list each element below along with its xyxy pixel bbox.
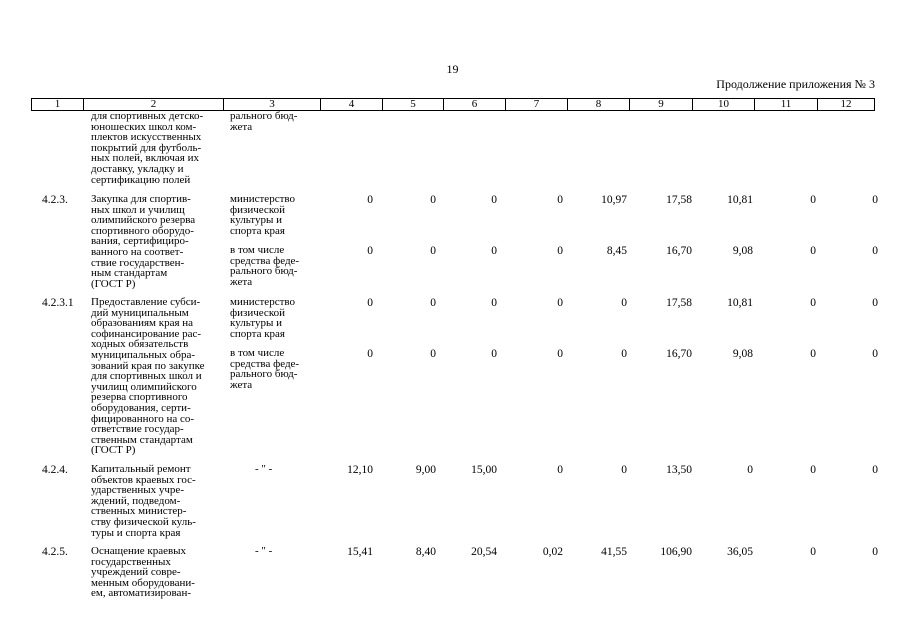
row-code: 4.2.3.1 (42, 297, 74, 309)
column-header-2: 2 (83, 98, 223, 111)
value-col-9: 17,58 (666, 297, 692, 309)
value-col-5: 0 (430, 245, 436, 257)
value-col-6: 0 (491, 194, 497, 206)
value-col-10: 0 (747, 464, 753, 476)
value-col-6: 15,00 (471, 464, 497, 476)
value-col-4: 0 (367, 297, 373, 309)
value-col-8: 10,97 (601, 194, 627, 206)
continuation-note: Продолжение приложения № 3 (716, 77, 875, 91)
row-executor: в том числе средства феде- рального бюд- жета (230, 347, 300, 391)
value-col-11: 0 (810, 464, 816, 476)
value-col-5: 0 (430, 194, 436, 206)
row-executor: министерство физической культуры и спорта края (230, 193, 296, 237)
value-col-12: 0 (872, 297, 878, 309)
value-col-9: 106,90 (660, 546, 692, 558)
value-col-12: 0 (872, 546, 878, 558)
value-col-10: 36,05 (727, 546, 753, 558)
value-col-4: 0 (367, 348, 373, 360)
column-header-6: 6 (443, 98, 505, 111)
value-col-10: 9,08 (732, 245, 753, 257)
column-header-11: 11 (754, 98, 817, 111)
value-col-7: 0,02 (542, 546, 563, 558)
value-col-6: 0 (491, 348, 497, 360)
row-description: Предоставление субси- дий муниципальным образованиям края на софинансирование рас- ходных обязательств муниципальных обра- зований края по закупке для спортивных школ и училищ олимпийского резерва спортивного оборудования, серти- фицированного на со- ответствие государ- ственным стандартам (ГОСТ Р) (91, 296, 205, 457)
value-col-10: 10,81 (727, 297, 753, 309)
value-col-8: 0 (621, 297, 627, 309)
value-col-9: 13,50 (666, 464, 692, 476)
value-col-11: 0 (810, 194, 816, 206)
value-col-12: 0 (872, 348, 878, 360)
value-col-8: 8,45 (606, 245, 627, 257)
column-header-12: 12 (817, 98, 875, 111)
value-col-11: 0 (810, 348, 816, 360)
value-col-6: 0 (491, 297, 497, 309)
row-description: Оснащение краевых государственных учреждений совре- менным оборудовани- ем, автоматизирован- (91, 545, 195, 600)
top-fragment-executor: рального бюд- жета (230, 110, 298, 133)
value-col-11: 0 (810, 297, 816, 309)
value-col-4: 12,10 (347, 464, 373, 476)
value-col-12: 0 (872, 194, 878, 206)
column-header-10: 10 (692, 98, 754, 111)
value-col-7: 0 (557, 194, 563, 206)
row-description: Капитальный ремонт объектов краевых гос- ударственных учре- ждений, подведом- ственных министер- ству физической куль- туры и спорта края (91, 463, 196, 539)
top-fragment-description: для спортивных детско- юношеских школ ком- плектов искусственных покрытий для футболь- ных полей, включая их доставку, укладку и сертификацию полей (91, 110, 204, 186)
value-col-10: 10,81 (727, 194, 753, 206)
value-col-10: 9,08 (732, 348, 753, 360)
value-col-11: 0 (810, 245, 816, 257)
value-col-9: 17,58 (666, 194, 692, 206)
row-executor: министерство физической культуры и спорта края (230, 296, 296, 340)
value-col-5: 9,00 (415, 464, 436, 476)
value-col-11: 0 (810, 546, 816, 558)
value-col-4: 0 (367, 245, 373, 257)
row-code: 4.2.4. (42, 464, 68, 476)
value-col-5: 0 (430, 297, 436, 309)
value-col-9: 16,70 (666, 245, 692, 257)
column-header-4: 4 (320, 98, 382, 111)
value-col-4: 15,41 (347, 546, 373, 558)
value-col-8: 0 (621, 464, 627, 476)
row-executor: в том числе средства феде- рального бюд- жета (230, 244, 300, 288)
row-description: Закупка для спортив- ных школ и училищ олимпийского резерва спортивного оборудо- вания, сертифициро- ванного на соответ- ствие государствен- ным стандартам (ГОСТ Р) (91, 193, 196, 290)
page-number: 19 (446, 62, 459, 76)
column-header-9: 9 (629, 98, 692, 111)
value-col-8: 0 (621, 348, 627, 360)
value-col-4: 0 (367, 194, 373, 206)
column-header-3: 3 (223, 98, 320, 111)
value-col-6: 20,54 (471, 546, 497, 558)
value-col-8: 41,55 (601, 546, 627, 558)
value-col-12: 0 (872, 464, 878, 476)
column-header-1: 1 (31, 98, 83, 111)
value-col-7: 0 (557, 297, 563, 309)
value-col-5: 8,40 (415, 546, 436, 558)
value-col-6: 0 (491, 245, 497, 257)
row-code: 4.2.3. (42, 194, 68, 206)
column-header-7: 7 (505, 98, 567, 111)
column-header-5: 5 (382, 98, 443, 111)
value-col-7: 0 (557, 245, 563, 257)
value-col-5: 0 (430, 348, 436, 360)
value-col-7: 0 (557, 464, 563, 476)
value-col-12: 0 (872, 245, 878, 257)
value-col-7: 0 (557, 348, 563, 360)
row-code: 4.2.5. (42, 546, 68, 558)
value-col-9: 16,70 (666, 348, 692, 360)
row-executor: - " - (255, 545, 273, 557)
row-executor: - " - (255, 463, 273, 475)
column-header-8: 8 (567, 98, 629, 111)
